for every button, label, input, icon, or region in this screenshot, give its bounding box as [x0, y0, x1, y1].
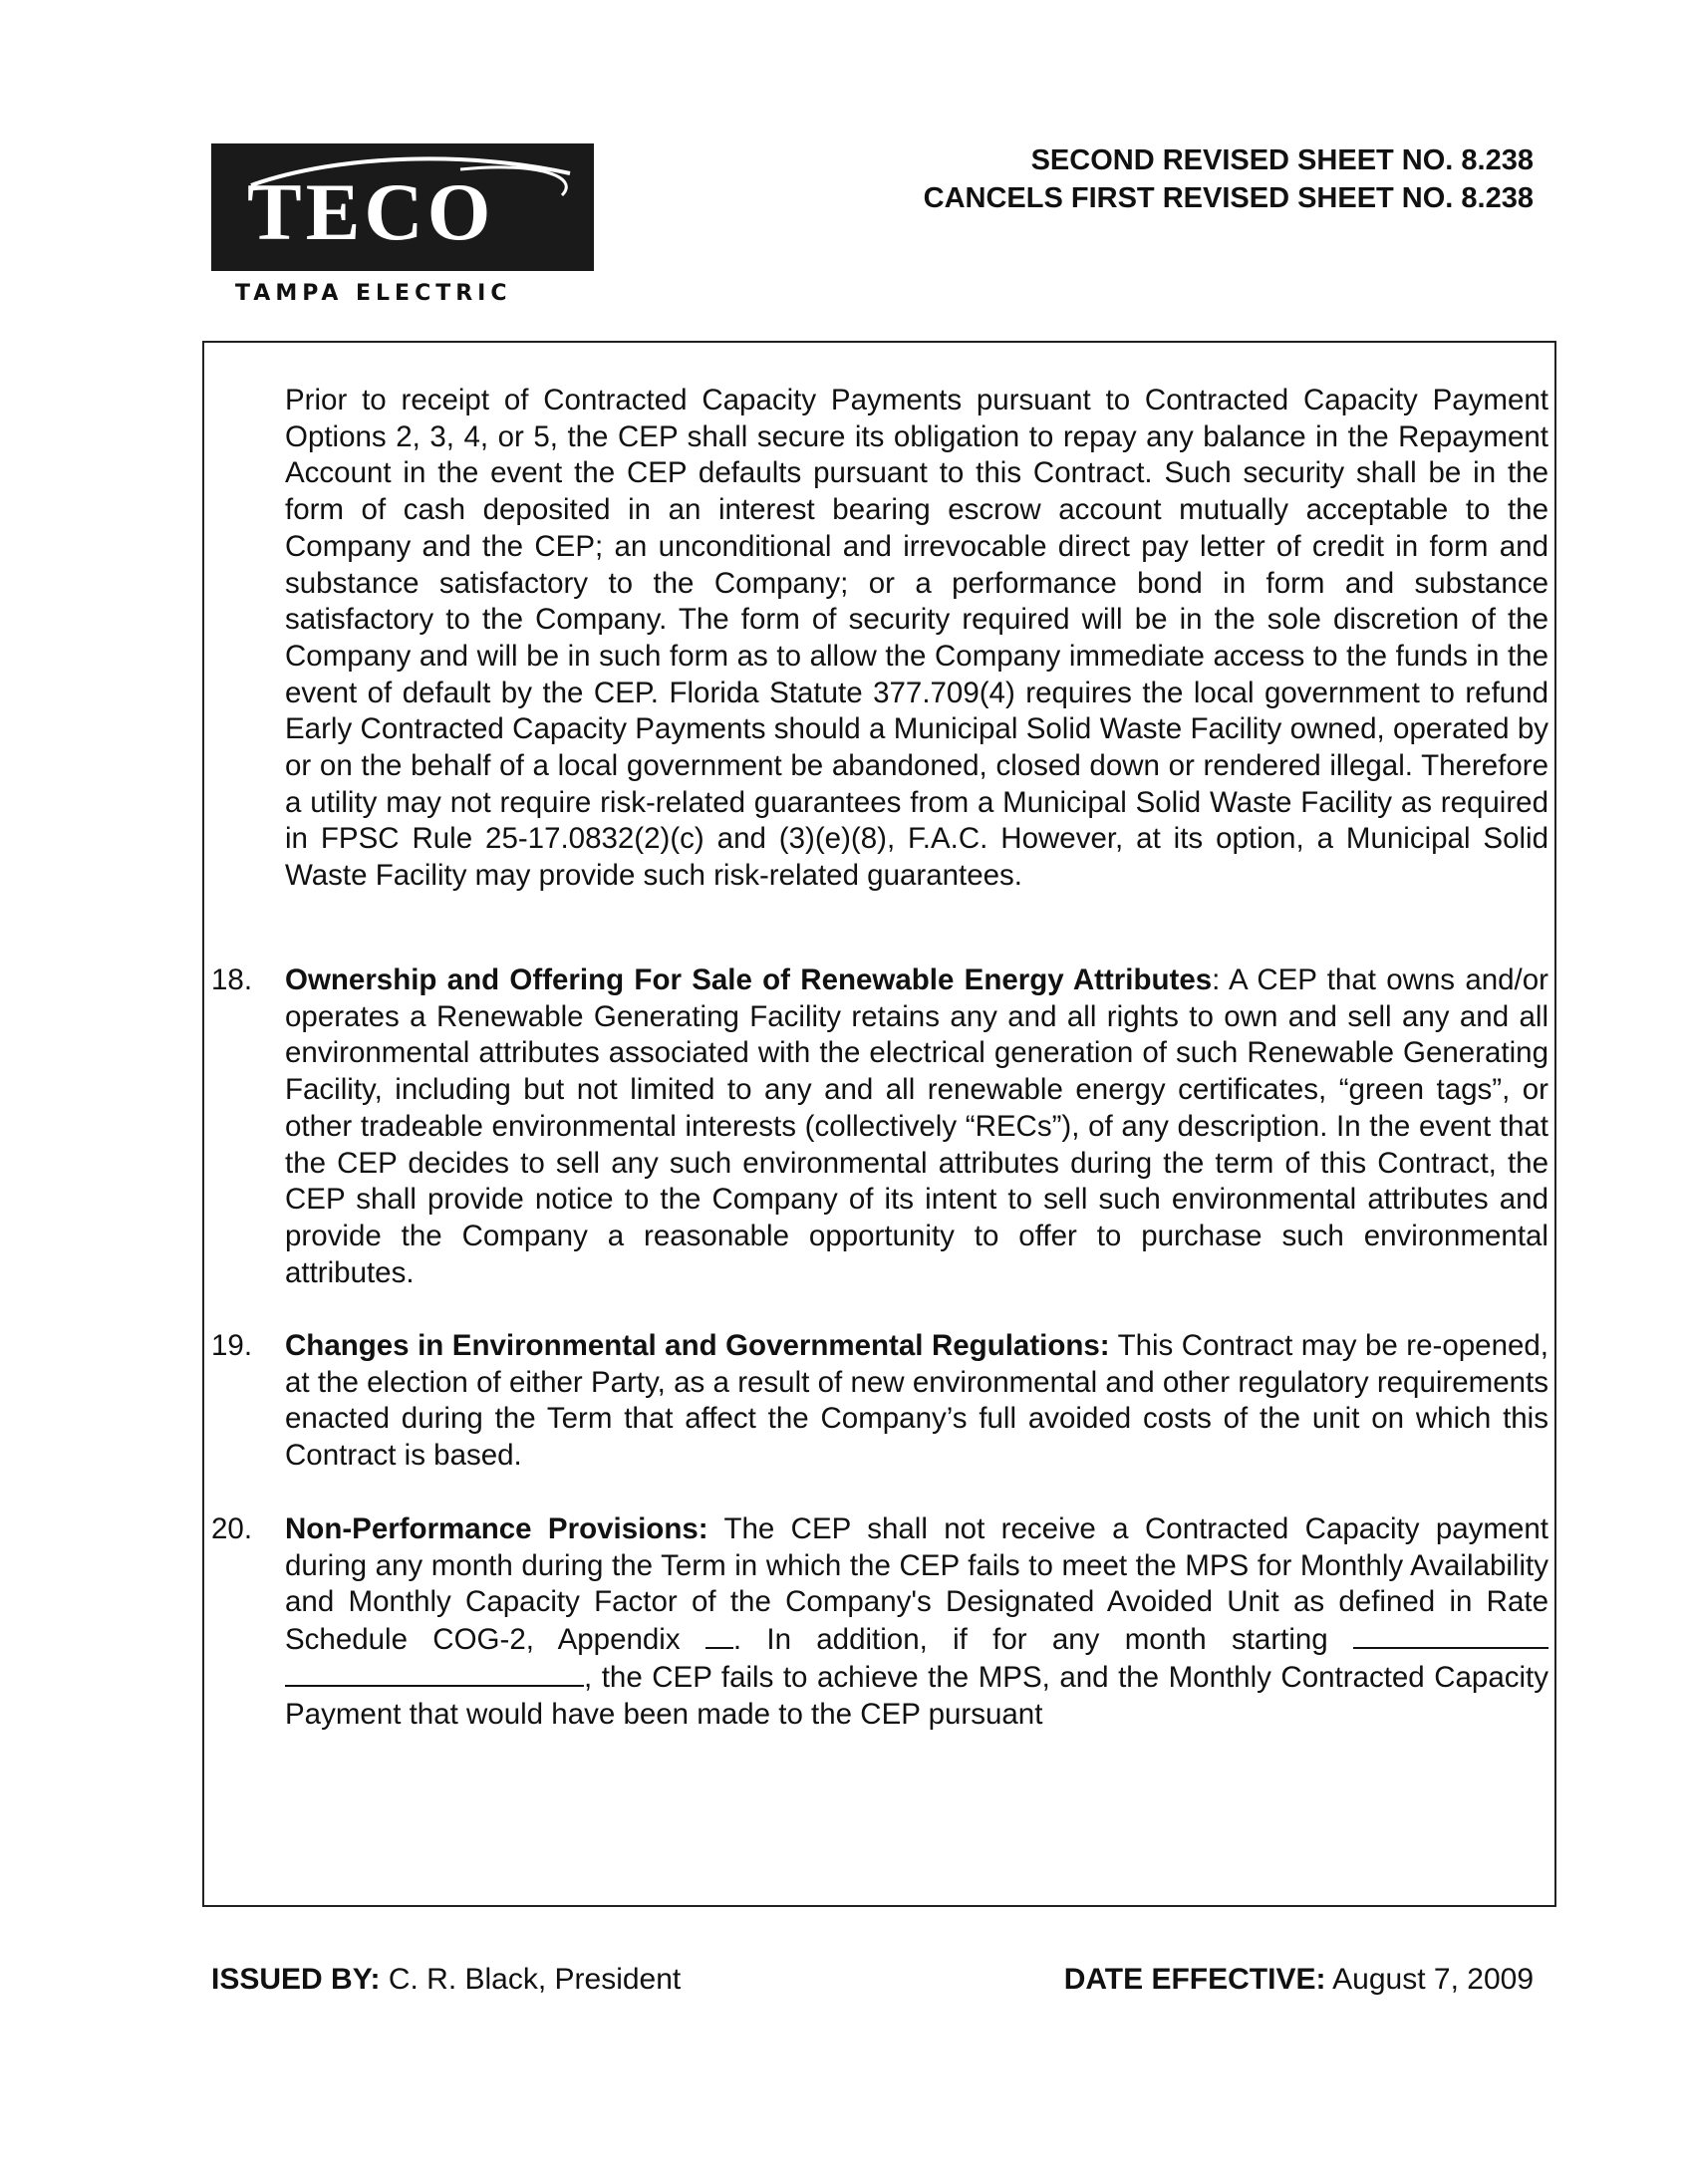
logo-caption: TAMPA ELECTRIC — [235, 281, 512, 306]
effective-value: August 7, 2009 — [1332, 1963, 1534, 1996]
section-heading: Ownership and Offering For Sale of Renewable Energy Attributes — [285, 963, 1213, 996]
section-text: This Contract may be re-opened, at the election of either Party, as a result of new environmental and other regulatory requirements enacted during the Term that affect the Company’s full avoided costs of the unit on which this Contract is based. — [285, 1329, 1548, 1473]
section-text: . In addition, if for any month starting — [732, 1623, 1353, 1657]
section-text: The CEP shall not receive a Contracted Capacity payment during any month during the Term in which the CEP fails to meet the MPS for Monthly Availability and Monthly Capacity Factor of the Company's Designated Avoided Unit as defined in Rate Schedule COG-2, Appendix — [285, 1512, 1548, 1657]
section-body — [285, 962, 1548, 1291]
section-text: : A CEP that owns and/or operates a Renewable Generating Facility retains any and all rights to own and sell any and all environmental attributes associated with the electrical generation of such Renewable Generating Facility, including but not limited to any and all renewable energy certificates, “green tags”, or other tradeable environmental interests (collectively “RECs”), of any description. In the event that the CEP decides to sell any such environmental attributes during the term of this Contract, the CEP shall provide notice to the Company of its intent to sell such environmental attributes and provide the Company a reasonable opportunity to offer to purchase such environmental attributes. — [285, 963, 1548, 1289]
year-blank — [285, 1659, 584, 1687]
date-effective — [1064, 1963, 1534, 1997]
company-logo — [211, 143, 594, 271]
section-body — [285, 1328, 1548, 1475]
sheet-cancels: CANCELS FIRST REVISED SHEET NO. 8.238 — [923, 182, 1534, 214]
sheet-header — [924, 141, 1534, 217]
intro-paragraph: Prior to receipt of Contracted Capacity Payments pursuant to Contracted Capacity Payment Options 2, 3, 4, or 5, the CEP shall secure its obligation to repay any balance in the Repayment Account in the event the CEP defaults pursuant to this Contract. Such security shall be in the form of cash deposited in an interest bearing escrow account mutually acceptable to the Company and the CEP; an unconditional and irrevocable direct pay letter of credit in form and substance satisfactory to the Company; or a performance bond in form and substance satisfactory to the Company. The form of security required will be in the sole discretion of the Company and will be in such form as to allow the Company immediate access to the funds in the event of default by the CEP. Florida Statute 377.709(4) requires the local government to refund Early Contracted Capacity Payments should a Municipal Solid Waste Facility owned, operated by or on the behalf of a local government be abandoned, closed down or rendered illegal. Therefore a utility may not require risk-related guarantees from a Municipal Solid Waste Facility as required in FPSC Rule 25-17.0832(2)(c) and (3)(e)(8), F.A.C. However, at its option, a Municipal Solid Waste Facility may provide such risk-related guarantees. — [285, 384, 1548, 893]
sheet-number: SECOND REVISED SHEET NO. 8.238 — [1030, 144, 1534, 176]
section-heading: Non-Performance Provisions: — [285, 1512, 708, 1545]
section-number: 18. — [211, 963, 253, 996]
issued-value: C. R. Black, President — [388, 1963, 682, 1996]
month-blank — [1353, 1621, 1548, 1649]
issued-by — [211, 1963, 681, 1997]
section-text: , the CEP fails to achieve the MPS, and the Monthly Contracted Capacity Payment that would have been made to the CEP pursuant — [285, 1660, 1548, 1731]
section-heading: Changes in Environmental and Governmental Regulations: — [285, 1329, 1110, 1362]
effective-label: DATE EFFECTIVE: — [1063, 1963, 1326, 1996]
section-body — [285, 1511, 1548, 1733]
issued-label: ISSUED BY: — [211, 1963, 381, 1996]
appendix-blank — [705, 1621, 733, 1649]
section-number: 19. — [211, 1329, 253, 1362]
section-number: 20. — [211, 1512, 253, 1545]
logo-wordmark: TECO — [247, 166, 495, 257]
